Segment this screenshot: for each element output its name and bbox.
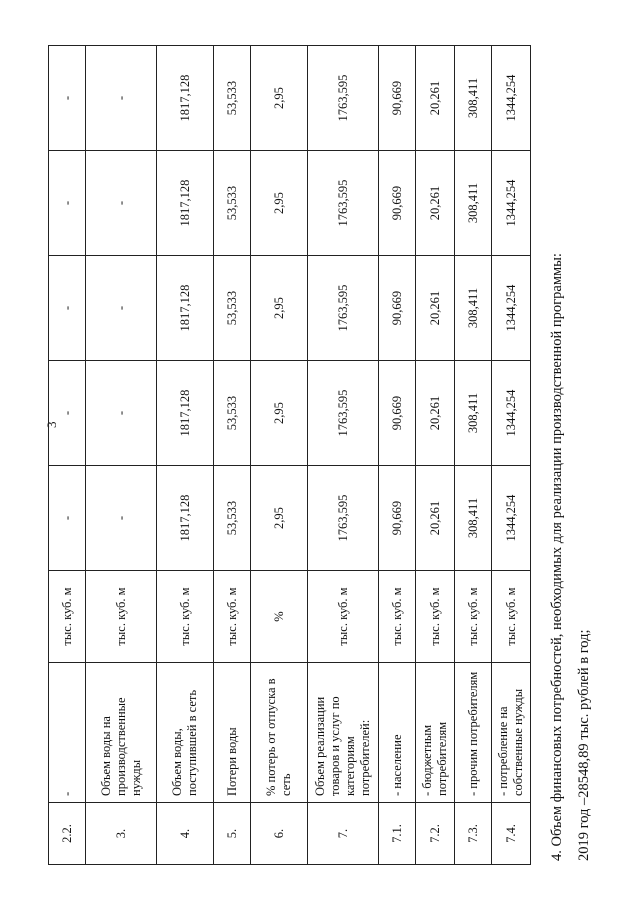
row-value: 1344,254	[492, 46, 531, 151]
row-value: 1344,254	[492, 361, 531, 466]
row-value: -	[86, 46, 157, 151]
row-value: 1763,595	[308, 466, 379, 571]
row-value: 1344,254	[492, 256, 531, 361]
table-row	[416, 46, 455, 865]
table-row	[251, 46, 308, 865]
row-unit: тыс. куб. м	[416, 571, 455, 663]
row-value: 1817,128	[157, 256, 214, 361]
row-value: -	[86, 151, 157, 256]
row-value: 90,669	[379, 466, 416, 571]
row-value: 2,95	[251, 46, 308, 151]
table-row	[492, 46, 531, 865]
table-row	[157, 46, 214, 865]
row-value: -	[86, 256, 157, 361]
row-unit: тыс. куб. м	[492, 571, 531, 663]
row-value: 1763,595	[308, 46, 379, 151]
row-name: Объем воды, поступившей в сеть	[157, 663, 214, 803]
row-value: 90,669	[379, 361, 416, 466]
row-value: -	[86, 361, 157, 466]
row-name: % потерь от отпуска в сеть	[251, 663, 308, 803]
row-value: 53,533	[214, 151, 251, 256]
row-value: 1763,595	[308, 256, 379, 361]
row-unit: тыс. куб. м	[379, 571, 416, 663]
row-unit: тыс. куб. м	[49, 571, 86, 663]
production-table	[48, 45, 531, 865]
row-value: 2,95	[251, 151, 308, 256]
row-value: 1763,595	[308, 151, 379, 256]
table-row	[455, 46, 492, 865]
row-value: -	[49, 256, 86, 361]
row-value: 20,261	[416, 361, 455, 466]
table-row	[214, 46, 251, 865]
row-name: -	[49, 663, 86, 803]
row-value: 20,261	[416, 46, 455, 151]
row-value: -	[49, 466, 86, 571]
row-value: 53,533	[214, 46, 251, 151]
row-value: 1817,128	[157, 466, 214, 571]
row-unit: тыс. куб. м	[157, 571, 214, 663]
row-value: 2,95	[251, 466, 308, 571]
row-number: 7.2.	[416, 803, 455, 865]
row-value: 53,533	[214, 466, 251, 571]
row-number: 3.	[86, 803, 157, 865]
row-value: 53,533	[214, 361, 251, 466]
row-value: 90,669	[379, 46, 416, 151]
row-value: 1817,128	[157, 46, 214, 151]
row-number: 6.	[251, 803, 308, 865]
row-value: 2,95	[251, 361, 308, 466]
row-value: 20,261	[416, 151, 455, 256]
row-value: -	[49, 151, 86, 256]
row-value: 90,669	[379, 256, 416, 361]
table-row	[49, 46, 86, 865]
row-unit: тыс. куб. м	[455, 571, 492, 663]
table-row	[86, 46, 157, 865]
row-value: 308,411	[455, 151, 492, 256]
page-number: 3	[44, 421, 59, 428]
financial-year-line: 2019 год –28548,89 тыс. рублей в год;	[576, 629, 592, 861]
row-unit: %	[251, 571, 308, 663]
row-number: 7.	[308, 803, 379, 865]
row-number: 5.	[214, 803, 251, 865]
row-value: 53,533	[214, 256, 251, 361]
row-value: 20,261	[416, 256, 455, 361]
row-unit: тыс. куб. м	[214, 571, 251, 663]
table-row	[308, 46, 379, 865]
row-name: - бюджетным потребителям	[416, 663, 455, 803]
row-value: 20,261	[416, 466, 455, 571]
row-name: Потери воды	[214, 663, 251, 803]
row-name: - потребление на собственные нужды	[492, 663, 531, 803]
row-number: 2.2.	[49, 803, 86, 865]
row-value: 2,95	[251, 256, 308, 361]
row-number: 4.	[157, 803, 214, 865]
row-value: 1344,254	[492, 151, 531, 256]
table-body	[49, 46, 531, 865]
row-name: - население	[379, 663, 416, 803]
row-value: 308,411	[455, 46, 492, 151]
row-unit: тыс. куб. м	[308, 571, 379, 663]
row-value: -	[49, 46, 86, 151]
row-value: 308,411	[455, 361, 492, 466]
row-value: 308,411	[455, 256, 492, 361]
row-name: - прочим потребителям	[455, 663, 492, 803]
row-value: 308,411	[455, 466, 492, 571]
row-unit: тыс. куб. м	[86, 571, 157, 663]
row-name: Объем реализации товаров и услуг по категориям потребителей:	[308, 663, 379, 803]
row-value: -	[86, 466, 157, 571]
row-name: Объем воды на производственные нужды	[86, 663, 157, 803]
row-number: 7.4.	[492, 803, 531, 865]
section-heading: 4. Объем финансовых потребностей, необходимых для реализации производственной программы:	[549, 253, 565, 861]
row-value: 1763,595	[308, 361, 379, 466]
table-row	[379, 46, 416, 865]
row-value: 90,669	[379, 151, 416, 256]
row-value: 1344,254	[492, 466, 531, 571]
row-value: 1817,128	[157, 151, 214, 256]
row-number: 7.1.	[379, 803, 416, 865]
rotated-content	[48, 45, 603, 865]
row-value: 1817,128	[157, 361, 214, 466]
row-number: 7.3.	[455, 803, 492, 865]
row-value: -	[49, 361, 86, 466]
financial-section	[549, 45, 593, 861]
